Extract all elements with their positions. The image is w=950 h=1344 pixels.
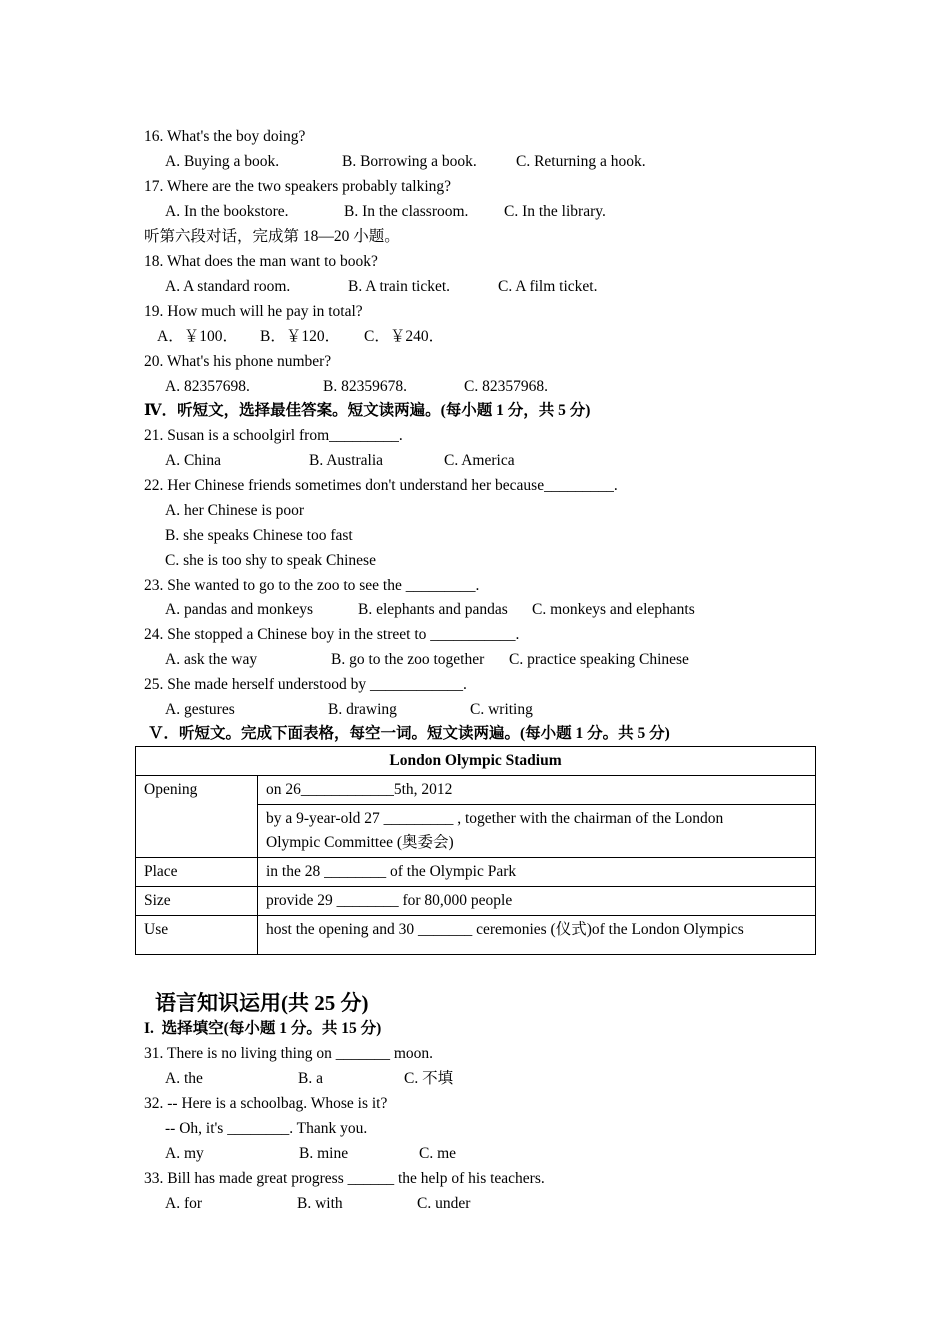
question-23-option-c: C. monkeys and elephants [532, 601, 695, 618]
question-24-stem: 24. She stopped a Chinese boy in the street to ___________. [144, 626, 520, 643]
opening-by-line-1: by a 9-year-old 27 _________ , together with the chairman of the London [266, 810, 724, 827]
question-21-option-c: C. America [444, 452, 515, 469]
question-20-option-a: A. 82357698. [165, 378, 250, 395]
table-row [136, 916, 816, 955]
stadium-info-table [135, 746, 816, 955]
question-25-option-a: A. gestures [165, 701, 235, 718]
table-row [136, 747, 816, 776]
table-title: London Olympic Stadium [136, 747, 816, 776]
question-33-option-b: B. with [297, 1195, 343, 1212]
multiple-choice-heading: I. 选择填空(每小题 1 分。共 15 分) [144, 1020, 382, 1037]
question-24-option-c: C. practice speaking Chinese [509, 651, 689, 668]
size-value: provide 29 ________ for 80,000 people [258, 887, 816, 916]
table-row [136, 858, 816, 887]
question-18-option-a: A. A standard room. [165, 278, 291, 295]
question-16-option-c: C. Returning a hook. [516, 153, 646, 170]
dialogue-6-instruction: 听第六段对话，完成第 18—20 小题。 [144, 228, 400, 245]
table-row [136, 887, 816, 916]
question-25-option-c: C. writing [470, 701, 533, 718]
question-22-option-b: B. she speaks Chinese too fast [165, 527, 353, 544]
question-21-option-a: A. China [165, 452, 221, 469]
language-section-title: 语言知识运用(共 25 分) [155, 991, 369, 1015]
question-18-option-c: C. A film ticket. [498, 278, 598, 295]
question-25-stem: 25. She made herself understood by ____________. [144, 676, 467, 693]
section-5-heading: Ｖ．听短文。完成下面表格，每空一词。短文读两遍。(每小题 1 分。共 5 分) [148, 725, 670, 742]
question-16-option-b: B. Borrowing a book. [342, 153, 477, 170]
question-22-option-c: C. she is too shy to speak Chinese [165, 552, 376, 569]
question-17-option-a: A. In the bookstore. [165, 203, 289, 220]
question-23-option-b: B. elephants and pandas [358, 601, 508, 618]
question-20-option-b: B. 82359678. [323, 378, 407, 395]
question-21-stem: 21. Susan is a schoolgirl from_________. [144, 427, 403, 444]
question-23-option-a: A. pandas and monkeys [165, 601, 314, 618]
question-31-option-c: C. 不填 [404, 1070, 454, 1087]
question-31-option-b: B. a [298, 1070, 323, 1087]
use-label: Use [136, 916, 258, 955]
opening-date-cell: on 26____________5th, 2012 [258, 776, 816, 805]
question-17-option-c: C. In the library. [504, 203, 606, 220]
question-33-option-c: C. under [417, 1195, 471, 1212]
opening-label: Opening [136, 776, 258, 858]
opening-by-line-2: Olympic Committee (奥委会) [266, 834, 454, 851]
question-32-stem-2: -- Oh, it's ________. Thank you. [165, 1120, 368, 1137]
question-32-option-b: B. mine [299, 1145, 349, 1162]
question-19-stem: 19. How much will he pay in total? [144, 303, 363, 320]
question-23-stem: 23. She wanted to go to the zoo to see the _________. [144, 577, 480, 594]
question-33-option-a: A. for [165, 1195, 203, 1212]
question-24-option-a: A. ask the way [165, 651, 258, 668]
question-20-option-c: C. 82357968. [464, 378, 548, 395]
question-24-option-b: B. go to the zoo together [331, 651, 485, 668]
question-18-stem: 18. What does the man want to book? [144, 253, 378, 270]
question-32-option-c: C. me [419, 1145, 457, 1162]
question-22-option-a: A. her Chinese is poor [165, 502, 305, 519]
question-32-stem: 32. -- Here is a schoolbag. Whose is it? [144, 1095, 388, 1112]
question-20-stem: 20. What's his phone number? [144, 353, 332, 370]
question-33-stem: 33. Bill has made great progress ______ the help of his teachers. [144, 1170, 545, 1187]
size-label: Size [136, 887, 258, 916]
question-25-option-b: B. drawing [328, 701, 397, 718]
use-value: host the opening and 30 _______ ceremonies (仪式)of the London Olympics [258, 916, 816, 955]
question-19-option-b: B．￥120． [260, 328, 341, 345]
question-32-option-a: A. my [165, 1145, 204, 1162]
question-16-stem: 16. What's the boy doing? [144, 128, 306, 145]
question-16-option-a: A. Buying a book. [165, 153, 280, 170]
question-18-option-b: B. A train ticket. [348, 278, 451, 295]
table-row [136, 776, 816, 805]
question-19-option-c: C．￥240． [364, 328, 445, 345]
question-31-option-a: A. the [165, 1070, 203, 1087]
question-21-option-b: B. Australia [309, 452, 384, 469]
place-value: in the 28 ________ of the Olympic Park [258, 858, 816, 887]
question-22-stem: 22. Her Chinese friends sometimes don't understand her because_________. [144, 477, 618, 494]
opening-by-cell [258, 805, 816, 858]
place-label: Place [136, 858, 258, 887]
question-31-stem: 31. There is no living thing on _______ moon. [144, 1045, 434, 1062]
question-17-option-b: B. In the classroom. [344, 203, 469, 220]
question-19-option-a: A．￥100． [157, 328, 238, 345]
section-4-heading: Ⅳ．听短文，选择最佳答案。短文读两遍。(每小题 1 分，共 5 分) [144, 402, 591, 419]
question-17-stem: 17. Where are the two speakers probably talking? [144, 178, 452, 195]
